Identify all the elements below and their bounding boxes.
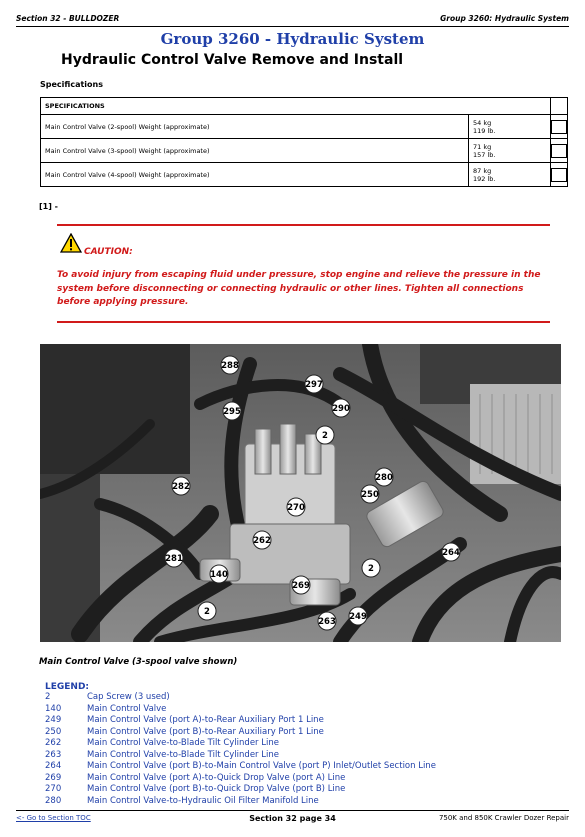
legend-desc: Main Control Valve (port B)-to-Main Control Valve (port P) Inlet/Outlet Section Line bbox=[87, 761, 436, 771]
callout-250 bbox=[361, 485, 379, 503]
manual-title: 750K and 850K Crawler Dozer Repair bbox=[438, 814, 569, 822]
legend-desc: Main Control Valve (port B)-to-Quick Drop Valve (port B) Line bbox=[87, 784, 346, 794]
callout-297 bbox=[305, 375, 323, 393]
callout-140 bbox=[210, 565, 228, 583]
legend-desc: Main Control Valve-to-Blade Tilt Cylinder Line bbox=[87, 738, 279, 748]
page-header bbox=[16, 12, 569, 27]
caution-top-rule bbox=[57, 224, 550, 226]
legend-desc: Main Control Valve (port B)-to-Rear Auxiliary Port 1 Line bbox=[87, 726, 324, 737]
specifications-heading: Specifications bbox=[40, 80, 103, 89]
svg-text:281: 281 bbox=[165, 554, 183, 564]
svg-text:2: 2 bbox=[322, 431, 328, 441]
svg-text:290: 290 bbox=[332, 404, 350, 414]
callout-2 bbox=[198, 602, 216, 620]
legend-desc: Main Control Valve (port A)-to-Rear Auxiliary Port 1 Line bbox=[87, 715, 324, 725]
svg-text:263: 263 bbox=[318, 617, 336, 627]
section-label: Section 32 - BULLDOZER bbox=[16, 14, 120, 23]
callout-249 bbox=[349, 607, 367, 625]
group-label: Group 3260: Hydraulic System bbox=[440, 14, 569, 23]
svg-text:270: 270 bbox=[287, 503, 305, 513]
warning-triangle-icon bbox=[60, 233, 82, 253]
svg-text:297: 297 bbox=[305, 380, 323, 390]
table-row bbox=[41, 163, 568, 187]
table-header-cell: SPECIFICATIONS bbox=[41, 98, 551, 115]
spec-imperial: 119 lb. bbox=[473, 126, 496, 135]
svg-text:2: 2 bbox=[368, 564, 374, 574]
caution-label: CAUTION: bbox=[84, 247, 133, 257]
spec-value bbox=[469, 139, 551, 163]
spec-item: Main Control Valve (4-spool) Weight (approximate) bbox=[41, 163, 469, 187]
list-item bbox=[45, 692, 436, 704]
legend-key: 264 bbox=[45, 761, 62, 771]
spec-metric: 87 kg bbox=[473, 166, 492, 175]
control-valve-photo bbox=[40, 344, 561, 642]
checkbox[interactable] bbox=[551, 120, 567, 134]
list-item bbox=[45, 773, 436, 785]
legend-desc: Cap Screw (3 used) bbox=[87, 692, 170, 702]
svg-text:250: 250 bbox=[361, 490, 379, 500]
spec-imperial: 157 lb. bbox=[473, 150, 496, 159]
svg-text:2: 2 bbox=[204, 607, 210, 617]
list-item bbox=[45, 761, 436, 773]
spec-metric: 54 kg bbox=[473, 118, 492, 127]
legend-title: LEGEND: bbox=[45, 682, 90, 692]
svg-text:269: 269 bbox=[292, 581, 310, 591]
go-to-section-toc-link[interactable]: <- Go to Section TOC bbox=[16, 814, 91, 822]
callout-269 bbox=[292, 576, 310, 594]
checkbox[interactable] bbox=[551, 144, 567, 158]
list-item bbox=[45, 796, 436, 808]
callout-288 bbox=[221, 356, 239, 374]
svg-text:264: 264 bbox=[442, 548, 460, 558]
spec-item: Main Control Valve (2-spool) Weight (approximate) bbox=[41, 115, 469, 139]
page-number: Section 32 page 34 bbox=[249, 814, 336, 823]
caution-bottom-rule bbox=[57, 321, 550, 323]
legend-key: 2 bbox=[45, 692, 51, 702]
legend-desc: Main Control Valve (port A)-to-Quick Drop Valve (port A) Line bbox=[87, 772, 346, 783]
callout-262 bbox=[253, 531, 271, 549]
callout-281 bbox=[165, 549, 183, 567]
caution-text: To avoid injury from escaping fluid under pressure, stop engine and relieve the pressure in the system before disconnecting or connecting hydraulic or other lines. Tighten all connections before applying pressure. bbox=[57, 270, 541, 307]
legend-key: 262 bbox=[45, 738, 62, 748]
step-label: [1] - bbox=[39, 202, 58, 211]
page-footer bbox=[16, 810, 569, 825]
legend-key: 250 bbox=[45, 726, 62, 737]
legend-key: 249 bbox=[45, 715, 62, 725]
legend-list bbox=[45, 692, 436, 807]
callout-295 bbox=[223, 402, 241, 420]
legend-key: 280 bbox=[45, 795, 62, 806]
list-item bbox=[45, 727, 436, 739]
svg-text:262: 262 bbox=[253, 536, 271, 546]
list-item bbox=[45, 704, 436, 716]
legend-desc: Main Control Valve-to-Blade Tilt Cylinder Line bbox=[87, 749, 279, 760]
svg-text:295: 295 bbox=[223, 407, 241, 417]
list-item bbox=[45, 738, 436, 750]
spec-metric: 71 kg bbox=[473, 142, 492, 151]
callout-2 bbox=[316, 426, 334, 444]
legend-desc: Main Control Valve-to-Hydraulic Oil Filter Manifold Line bbox=[87, 795, 319, 806]
list-item bbox=[45, 784, 436, 796]
checkbox[interactable] bbox=[551, 168, 567, 182]
legend-key: 270 bbox=[45, 784, 62, 794]
page-title: Hydraulic Control Valve Remove and Install bbox=[61, 52, 404, 68]
header-blank-cell bbox=[551, 98, 568, 115]
figure-caption: Main Control Valve (3-spool valve shown) bbox=[39, 657, 238, 667]
spec-imperial: 192 lb. bbox=[473, 174, 496, 183]
specifications-table bbox=[40, 97, 568, 187]
legend-key: 140 bbox=[45, 703, 62, 714]
callout-2 bbox=[362, 559, 380, 577]
svg-text:288: 288 bbox=[221, 361, 239, 371]
list-item bbox=[45, 750, 436, 762]
callout-282 bbox=[172, 477, 190, 495]
legend-key: 263 bbox=[45, 749, 62, 760]
callout-263 bbox=[318, 612, 336, 630]
table-row bbox=[41, 139, 568, 163]
legend-key: 269 bbox=[45, 772, 62, 783]
spec-value bbox=[469, 115, 551, 139]
callout-290 bbox=[332, 399, 350, 417]
svg-text:282: 282 bbox=[172, 482, 190, 492]
callout-280 bbox=[375, 468, 393, 486]
svg-text:249: 249 bbox=[349, 612, 367, 622]
table-row bbox=[41, 115, 568, 139]
spec-value bbox=[469, 163, 551, 187]
spec-item: Main Control Valve (3-spool) Weight (approximate) bbox=[41, 139, 469, 163]
table-header-row bbox=[41, 98, 568, 115]
legend-desc: Main Control Valve bbox=[87, 703, 167, 714]
callout-270 bbox=[287, 498, 305, 516]
svg-text:280: 280 bbox=[375, 473, 393, 483]
svg-text:140: 140 bbox=[210, 570, 228, 580]
list-item bbox=[45, 715, 436, 727]
callout-264 bbox=[442, 543, 460, 561]
group-title: Group 3260 - Hydraulic System bbox=[160, 30, 425, 48]
